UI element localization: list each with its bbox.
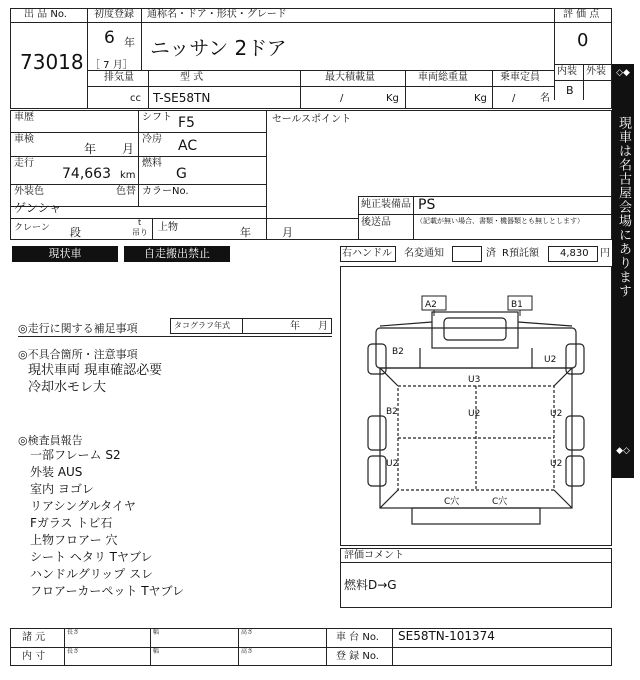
mileage-value: 74,663 [62,166,111,182]
inner-height-label: 高さ [241,648,254,655]
interior-label: 内装 [557,66,577,77]
upper-label: 上物 [158,222,178,233]
cooling-label: 冷房 [142,134,162,145]
inspector-list [30,447,184,600]
mark-c-hole-right: C穴 [492,497,508,507]
recycle-unit: 円 [600,248,610,259]
mark-b2-top: B2 [392,347,404,357]
inspection-year: 年 [84,142,97,156]
cab-roof [432,312,518,348]
shift-value: F5 [178,115,195,131]
spec-length-label: 長さ [67,629,80,636]
defect-list [28,362,162,396]
score-value: 0 [577,30,589,51]
recycle-label: R預託額 [502,248,539,259]
mark-u2-right-low: U2 [550,459,563,469]
car-name-label: 通称名・ドア・形状・グレード [147,9,287,20]
delivery-label: 後送品 [361,217,391,228]
upper-month: 月 [282,226,293,239]
color-value: ゲンシャ [14,201,62,215]
inspection-month: 月 [122,142,135,156]
recycle-value: 4,830 [560,248,589,259]
fuel-value: G [176,166,187,182]
displacement-unit: cc [130,93,141,104]
as-is-banner: 現状車 [12,246,118,262]
shift-label: シフト [142,112,172,123]
model-value: T-SE58TN [153,91,211,105]
crane-ton: t [138,218,142,227]
truck-diagram [340,266,612,546]
remark-line: 外装 AUS [30,465,83,479]
rear-left-wheel-2 [368,456,386,486]
location-text: 現車は名古屋会場にあります [616,116,631,298]
rear-left-wheel [368,416,386,450]
score-label: 評 価 点 [563,9,600,20]
right-hand-label: 右ハンドル [342,248,392,259]
inspector-title: ◎検査員報告 [18,434,83,447]
tacho-label: タコグラフ年式 [174,321,230,330]
evaluation-label: 評価コメント [344,550,404,561]
delivery-note: （記載が無い場合、書類・機器類とも無しとします） [416,217,584,225]
rear-right-wheel-2 [566,456,584,486]
remark-line: 上物フロアー 穴 [30,533,118,547]
evaluation-value: 燃料D→G [344,578,397,592]
mark-c-hole-left: C穴 [444,497,460,507]
interior-value: B [566,84,574,97]
diamond-top: ◇◆ [616,68,630,78]
lot-label: 出 品 No. [24,9,67,20]
recycle-sep: 済 [486,248,496,259]
diamond-bottom: ◆◇ [616,446,630,456]
remark-line: ハンドルグリップ スレ [30,567,154,581]
spec-label: 諸 元 [22,632,46,643]
no-self-drive-banner: 自走搬出禁止 [124,246,230,262]
name-change-label: 名変通知 [404,248,444,259]
windshield [444,318,506,340]
color-label: 外装色 [14,186,44,197]
gross-weight-label: 車両総重量 [418,72,468,83]
mark-u2-center: U2 [468,409,481,419]
car-name: ニッサン 2ドア [150,36,287,60]
color-change-label: 色替 [116,186,136,197]
remark-line: 一部フレーム S2 [30,448,121,462]
fuel-label: 燃料 [142,158,162,169]
first-reg-label: 初度登録 [94,9,134,20]
inner-label: 内 寸 [22,651,46,662]
cooling-value: AC [178,138,198,154]
mark-b2-left: B2 [386,407,398,417]
chassis-value: SE58TN-101374 [398,629,495,643]
mark-b1: B1 [511,300,523,310]
first-reg-month: ［ 7 月］ [90,60,133,71]
chassis-label: 車 台 No. [336,632,379,643]
first-reg-year-unit: 年 [124,36,135,49]
max-load-sep: / [340,93,344,104]
mark-u3: U3 [468,375,481,385]
rear-bumper [412,508,540,524]
max-load-label: 最大積載量 [325,72,375,83]
lot-number: 73018 [20,50,84,74]
first-reg-year: 6 [104,28,115,48]
equipment-value: PS [418,197,436,213]
mileage-unit: km [120,170,136,181]
mark-u2-right-mid: U2 [550,409,563,419]
inspection-label: 車検 [14,134,34,145]
remark-line: 室内 ヨゴレ [30,482,94,496]
front-left-wheel [368,344,386,374]
defect-title: ◎不具合箇所・注意事項 [18,348,138,361]
equipment-label: 純正装備品 [361,199,411,210]
remark-line: Fガラス トビ石 [30,516,113,530]
displacement-label: 排気量 [104,72,134,83]
driving-notes-title: ◎走行に関する補足事項 [18,322,138,335]
rear-right-wheel [566,416,584,450]
crane-label: クレーン [14,223,50,233]
inner-width-label: 幅 [153,648,160,655]
remark-line: シート ヘタリ Tヤブレ [30,550,153,564]
front-right-wheel [566,344,584,374]
inner-length-label: 長さ [67,648,80,655]
remark-line: リアシングルタイヤ [30,499,136,513]
spec-height-label: 高さ [241,629,254,636]
remark-line: 現状車両 現車確認必要 [28,363,163,378]
crane-step: 段 [70,226,81,239]
mark-a2: A2 [425,300,437,310]
sales-point-label: セールスポイント [272,114,352,125]
tacho-year: 年 [290,321,300,332]
history-label: 車歴 [14,112,34,123]
capacity-sep: / [512,93,516,104]
mark-u2-top-right: U2 [544,355,557,365]
upper-year: 年 [240,226,251,239]
model-label: 型 式 [180,72,204,83]
capacity-label: 乗車定員 [500,72,540,83]
mark-u2-left-low: U2 [386,459,399,469]
mileage-label: 走行 [14,158,34,169]
crane-hang: 吊り [132,228,148,237]
reg-label: 登 録 No. [336,651,379,662]
tacho-month: 月 [318,321,328,332]
max-load-unit: Kg [386,93,399,104]
name-change-box [452,246,482,262]
color-code-label: カラーNo. [142,186,189,197]
capacity-unit: 名 [540,93,550,104]
spec-width-label: 幅 [153,629,160,636]
gross-weight-unit: Kg [474,93,487,104]
exterior-label: 外装 [586,66,606,77]
remark-line: フロアーカーペット Tヤブレ [30,584,185,598]
remark-line: 冷却水モレ大 [28,380,107,395]
